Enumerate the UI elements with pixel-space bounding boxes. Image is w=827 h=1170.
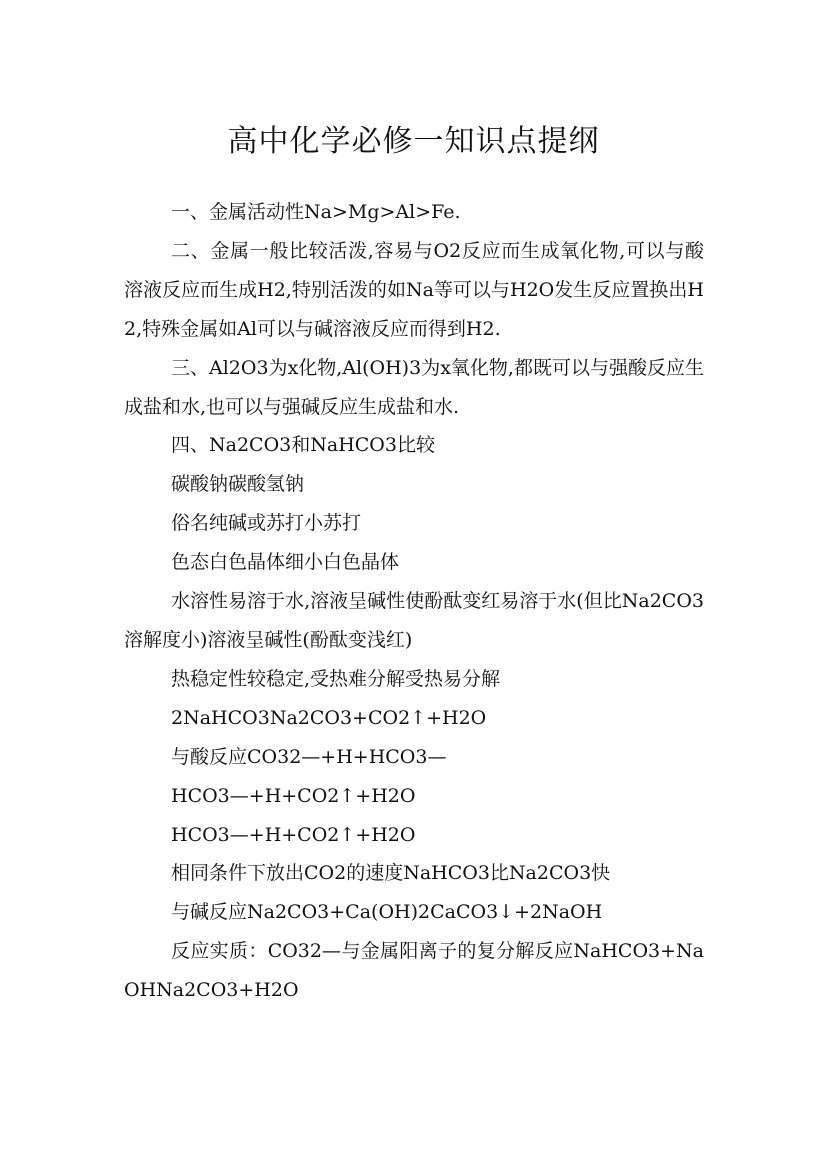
paragraph-5: 碳酸钠碳酸氢钠 (171, 473, 305, 496)
paragraph-13: HCO3—+H+CO2↑+H2O (171, 823, 416, 846)
paragraph-6: 俗名纯碱或苏打小苏打 (171, 512, 362, 535)
paragraph-9: 热稳定性较稳定,受热难分解受热易分解 (171, 667, 501, 690)
paragraph-12: HCO3—+H+CO2↑+H2O (171, 784, 416, 807)
paragraph-8: 水溶性易溶于水,溶液呈碱性使酚酞变红易溶于水(但比Na2CO3溶解度小)溶液呈碱性(酚酞变浅红) (124, 590, 704, 651)
paragraph-7: 色态白色晶体细小白色晶体 (171, 551, 400, 574)
document-title: 高中化学必修一知识点提纲 (227, 124, 600, 160)
paragraph-14: 相同条件下放出CO2的速度NaHCO3比Na2CO3快 (171, 862, 611, 885)
paragraph-10: 2NaHCO3Na2CO3+CO2↑+H2O (171, 706, 487, 729)
paragraph-3: 三、Al2O3为x化物,Al(OH)3为x氧化物,都既可以与强酸反应生成盐和水,也可以与强碱反应生成盐和水. (124, 356, 704, 418)
paragraph-1: 一、金属活动性Na>Mg>Al>Fe. (171, 201, 461, 223)
paragraph-2: 二、金属一般比较活泼,容易与O2反应而生成氧化物,可以与酸溶液反应而生成H2,特别活泼的如Na等可以与H2O发生反应置换出H2,特殊金属如Al可以与碱溶液反应而得到H2. (124, 239, 704, 340)
paragraph-15: 与碱反应Na2CO3+Ca(OH)2CaCO3↓+2NaOH (171, 901, 603, 924)
paragraph-16: 反应实质：CO32—与金属阳离子的复分解反应NaHCO3+NaOHNa2CO3+H2O (124, 940, 704, 1002)
document-body (124, 193, 704, 1010)
paragraph-4: 四、Na2CO3和NaHCO3比较 (171, 434, 435, 457)
paragraph-11: 与酸反应CO32—+H+HCO3— (171, 745, 447, 768)
